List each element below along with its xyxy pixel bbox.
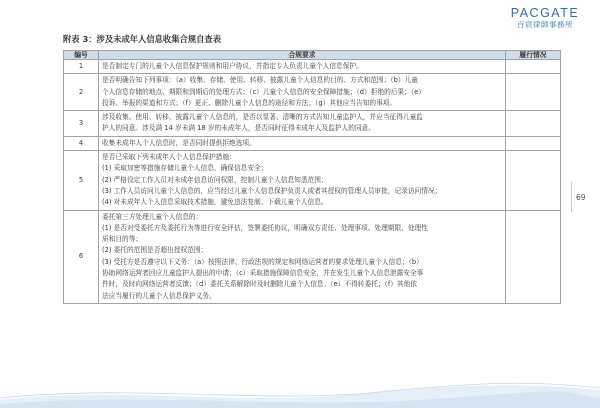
row-status-cell[interactable]: [506, 111, 561, 137]
row-requirement: [99, 111, 506, 137]
row-status-cell[interactable]: [506, 60, 561, 74]
row-status-cell[interactable]: [506, 74, 561, 111]
table-body: [64, 60, 561, 304]
logo-subtitle: 百宸律師事務所: [517, 20, 573, 29]
requirement-line: 涉及收集、使用、转移、披露儿童个人信息的，是否以显著、清晰的方式告知儿童监护人，并应当征得儿童监: [102, 113, 423, 122]
table-row: [64, 60, 561, 74]
requirement-line: 委托第三方处理儿童个人信息的：: [102, 212, 203, 221]
requirement-line: 质和目的等；: [102, 235, 143, 244]
compliance-table: [63, 50, 561, 304]
row-requirement: [99, 74, 506, 111]
requirement-line: (1) 采取加密等措施存储儿童个人信息，确保信息安全；: [102, 164, 268, 173]
requirement-line: (1) 是否对受委托方及委托行为等进行安全评估，签署委托协议，明确双方责任、处理事项、处理期限、处理性: [102, 223, 428, 232]
row-number: 1: [64, 60, 99, 74]
requirement-line: 是否制定专门的儿童个人信息保护规则和用户协议，并指定专人负责儿童个人信息保护。: [102, 62, 363, 70]
row-requirement: [99, 60, 506, 74]
row-requirement: [99, 210, 506, 303]
requirement-line: (4) 对未成年人个人信息采取技术措施，避免违法复制、下载儿童个人信息。: [102, 198, 328, 207]
header-status: 履行情况: [506, 51, 561, 60]
requirement-line: 是否已采取下列未成年人个人信息保护措施：: [102, 153, 236, 162]
header-num: 编号: [64, 51, 99, 60]
row-requirement: [99, 151, 506, 210]
row-number: 3: [64, 111, 99, 137]
row-number: 5: [64, 151, 99, 210]
table-row: [64, 210, 561, 303]
row-number: 2: [64, 74, 99, 111]
row-number: 4: [64, 136, 99, 150]
requirement-line: 护人的同意。涉及满 14 岁未满 18 岁的未成年人，是否同时征得未成年人及监护人的同意。: [102, 124, 375, 133]
logo-wordmark: PACGATE: [510, 6, 580, 20]
requirement-line: 个人信息存储的地点、期限和到期后的处理方式；（c）儿童个人信息的安全保障措施；（d）拒绝的后果；（e）: [102, 87, 425, 96]
table-row: [64, 151, 561, 210]
requirement-line: (2) 严格设定工作人员对未成年信息访问权限，控制儿童个人信息知悉范围；: [102, 175, 328, 184]
row-number: 6: [64, 210, 99, 303]
requirement-line: 件时，及时向网络运营者反馈；（d）委托关系解除时及时删除儿童个人信息；（e）不得转委托；（f）其他依: [102, 280, 417, 289]
requirement-line: 协助网络运营者回应儿童监护人提出的申请；（c）采取措施保障信息安全，并在发生儿童个人信息泄露安全事: [102, 269, 424, 278]
header-requirement: 合规要求: [99, 51, 506, 60]
side-divider: [571, 182, 572, 212]
row-status-cell[interactable]: [506, 136, 561, 150]
page-title: 附表 3：涉及未成年人信息收集合规自查表: [63, 34, 222, 44]
requirement-line: 是否明确告知下列事项：（a）收集、存储、使用、转移、披露儿童个人信息的目的、方式和范围；（b）儿童: [102, 76, 418, 85]
row-requirement: [99, 136, 506, 150]
table-row: [64, 74, 561, 111]
page-number: 69: [576, 193, 586, 202]
table-row: [64, 111, 561, 137]
table-row: [64, 136, 561, 150]
row-status-cell[interactable]: [506, 151, 561, 210]
requirement-line: (2) 委托的范围是否超出授权范围；: [102, 246, 208, 255]
logo: [506, 7, 584, 29]
decorative-wave: [0, 372, 600, 408]
row-status-cell[interactable]: [506, 210, 561, 303]
requirement-line: 收集未成年人个人信息时，是否同时提供拒绝选项。: [102, 138, 256, 147]
requirement-line: (3) 受托方是否遵守以下义务：（a）按照法律、行政法规的规定和网络运营者的要求处理儿童个人信息；（b）: [102, 257, 423, 266]
requirement-line: (3) 工作人员访问儿童个人信息的，应当经过儿童个人信息保护负责人或者其授权的管理人员审批，记录访问情况；: [102, 186, 442, 195]
table-header-row: [64, 51, 561, 60]
requirement-line: 法应当履行的儿童个人信息保护义务。: [102, 291, 216, 300]
requirement-line: 投诉、举报的渠道和方式；（f）更正、删除儿童个人信息的途径和方法；（g）其他应当告知的事项。: [102, 98, 397, 107]
